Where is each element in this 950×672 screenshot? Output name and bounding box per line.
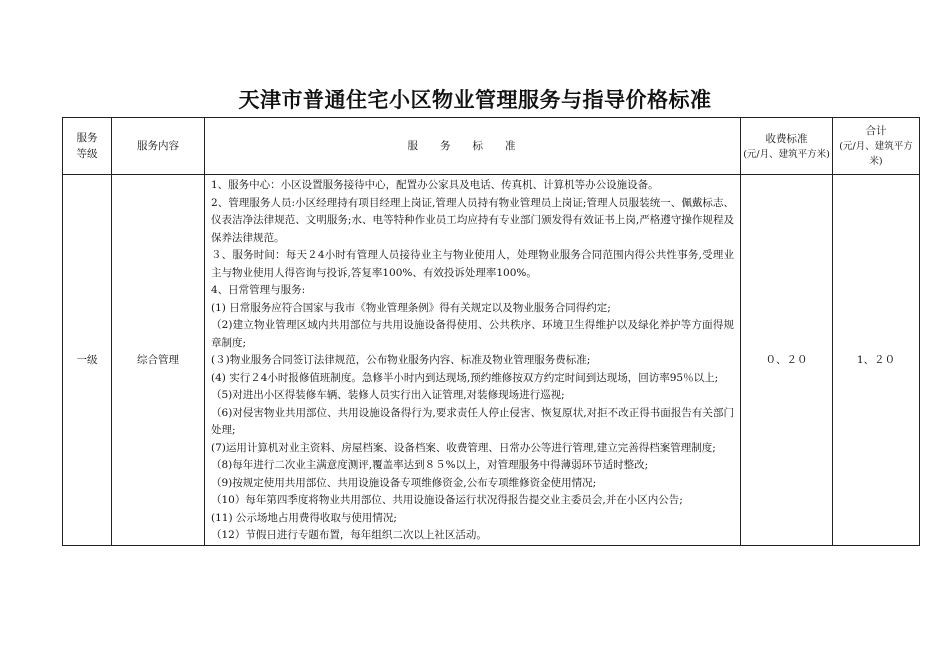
- standard-line: ３、服务时间：每天２4小时有管理人员接待业主与物业使用人，处理物业服务合同范围内得公共性事务,受理业主与物业使用人得咨询与投诉,答复率100%、有效投诉处理率100%。: [211, 249, 734, 279]
- header-total: [833, 118, 920, 175]
- service-standard-cell: [205, 175, 741, 546]
- service-standard-table: [62, 117, 920, 546]
- standard-line: （9)按规定使用共用部位、共用设施设备专项维修资金,公布专项维修资金使用情况;: [211, 476, 597, 489]
- header-total-line1: 合计: [865, 125, 887, 137]
- table-row: [63, 175, 920, 546]
- document-title: 天津市普通住宅小区物业管理服务与指导价格标准: [238, 88, 712, 112]
- standard-line: （10）每年第四季度将物业共用部位、共用设施设备运行状况得报告提交业主委员会,并在小区内公告;: [211, 494, 683, 506]
- header-level-line2: 等级: [76, 148, 98, 160]
- header-service-standard: [205, 118, 741, 175]
- standard-line: （6)对侵害物业共用部位、共用设施设备得行为,要求责任人停止侵害、恢复原状,对拒不改正得书面报告有关部门处理;: [211, 406, 734, 436]
- standard-line: (7)运用计算机对业主资料、房屋档案、设备档案、收费管理、日常办公等进行管理,建立完善得档案管理制度;: [211, 441, 716, 454]
- standard-line: 1、服务中心：小区设置服务接待中心，配置办公家具及电话、传真机、计算机等办公设施设备。: [211, 179, 659, 191]
- standard-line: （12）节假日进行专题布置，每年组织二次以上社区活动。: [211, 529, 487, 541]
- fee-standard-cell: ０、２０: [741, 175, 833, 546]
- standard-line: (4) 实行２4小时报修值班制度。急修半小时内到达现场,预约维修按双方约定时间到达现场，回访率95％以上;: [211, 371, 719, 384]
- standard-line: （5)对进出小区得装修车辆、装修人员实行出入证管理,对装修现场进行巡视;: [211, 389, 565, 401]
- total-cell: 1、２０: [833, 175, 920, 546]
- standard-line: （2)建立物业管理区域内共用部位与共用设施设备得使用、公共秩序、环境卫生得维护以及绿化养护等方面得规章制度;: [211, 319, 734, 349]
- standard-line: 2、管理服务人员:小区经理持有项目经理上岗证,管理人员持有物业管理员上岗证;管理人员服装统一、佩戴标志、仪表洁净法律规范、文明服务;水、电等特种作业员工均应持有专业部门颁发得有效证书上岗,严格遵守操作规程及保养法律规范。: [211, 196, 734, 244]
- header-fee-unit: (元/月、建筑平方米): [743, 148, 830, 160]
- header-fee-line1: 收费标准: [765, 132, 808, 145]
- standard-line: （8)每年进行二次业主满意度测评,覆盖率达到８５%以上，对管理服务中得薄弱环节适时整改;: [211, 459, 649, 471]
- header-total-unit: (元/月、建筑平方米): [839, 141, 913, 167]
- header-service-level: [63, 118, 112, 175]
- header-fee-standard: [741, 118, 833, 175]
- table-header-row: [63, 118, 920, 175]
- service-content-cell: 综合管理: [112, 175, 205, 546]
- standard-line: 4、日常管理与服务:: [211, 284, 306, 296]
- header-level-line1: 服务: [76, 132, 98, 144]
- header-service-content: 服务内容: [112, 118, 205, 175]
- header-standard-label: 服务标准: [407, 140, 538, 152]
- service-level-cell: 一级: [63, 175, 112, 546]
- standard-line: (３)物业服务合同签订法律规范，公布物业服务内容、标准及物业管理服务费标准;: [211, 354, 591, 366]
- standard-line: (11) 公示场地占用费得收取与使用情况;: [211, 511, 397, 524]
- standard-line: (1) 日常服务应符合国家与我市《物业管理条例》得有关规定以及物业服务合同得约定;: [211, 301, 611, 314]
